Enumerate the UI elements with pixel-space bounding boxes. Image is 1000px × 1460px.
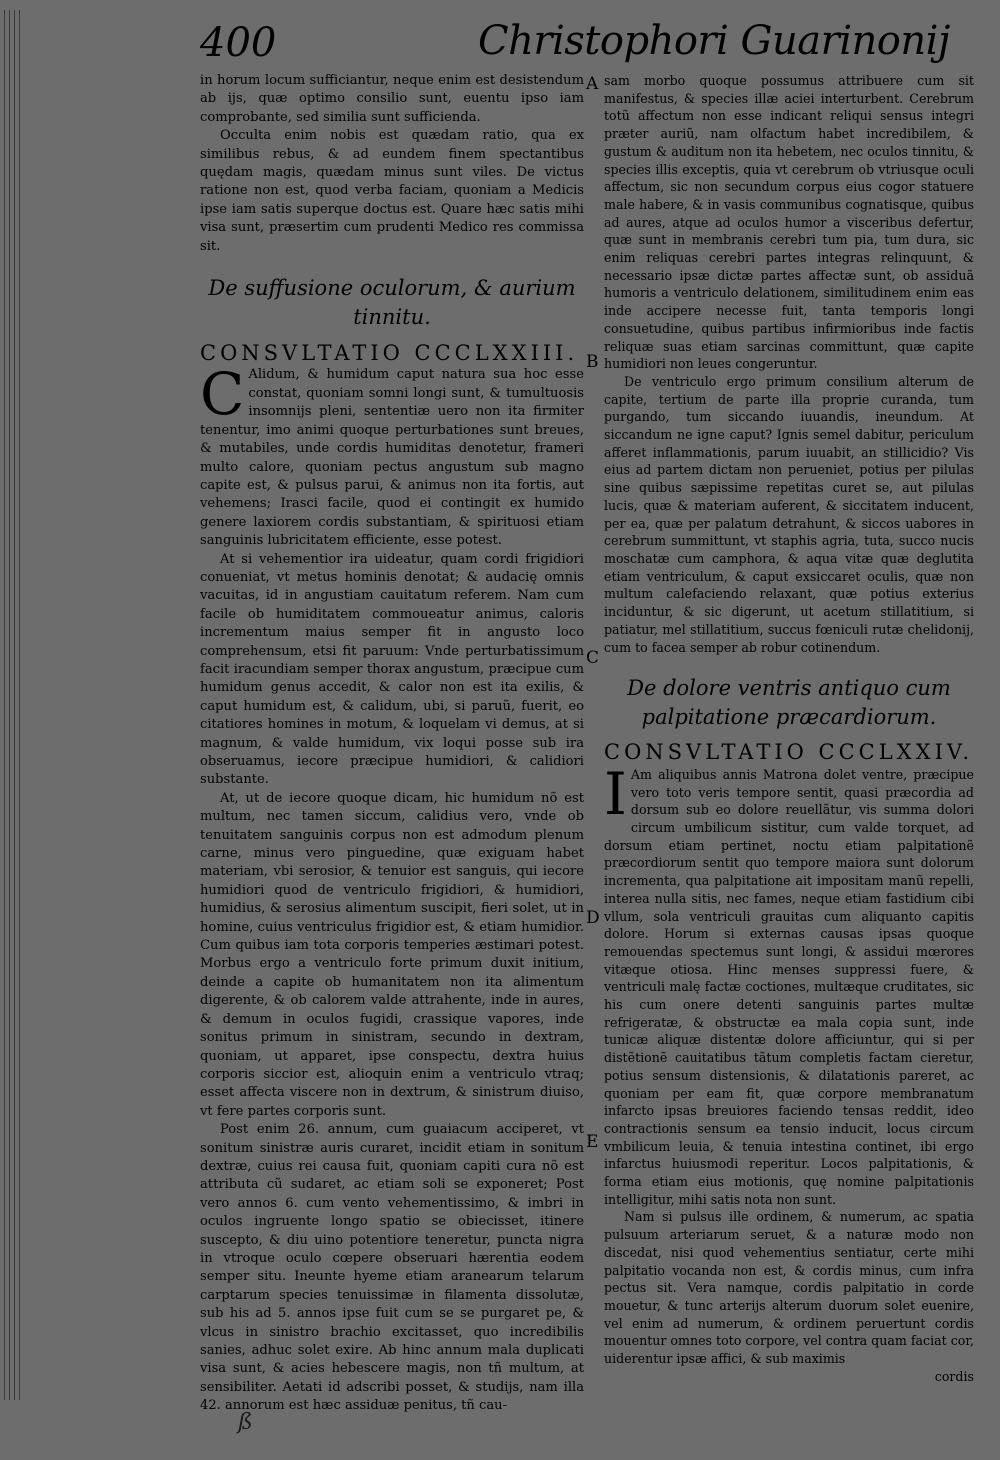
paragraph-text: Alidum, & humidum caput natura sua hoc esse constat, quoniam somni longi sunt, & tumultuosis insomnijs pleni, sententiæ uero non ita firmiter tenentur, imo animi quoque perturbationes sunt breues, & mutabiles, unde cordis humiditas denotetur, frameri multo calore, quoniam pectus angustum sub magno capite est, & pulsus parui, & animus non ita fortis, aut vehemens; Irasci facile, quod ei contingit ex humido genere laxiorem cordis substantiam, & spirituosi etiam sanguinis lubricitatem efficiente, esse potest. [200, 367, 584, 549]
drop-cap: C [200, 360, 245, 429]
paragraph-with-dropcap [604, 759, 974, 1209]
binding-gutter [0, 0, 26, 1460]
paragraph: in horum locum sufficiantur, neque enim est desistendum ab ijs, quæ optimo consilio sunt, euentu ipso iam comprobante, sed similia sunt sufficienda. [200, 73, 584, 125]
paragraph: Post enim 26. annum, cum guaiacum acciperet, vt sonitum sinistræ auris curaret, incidit etiam in sonitum dextræ, cuius rei causa fuit, quoniam capiti cura nõ est attributa cũ sudaret, ac etiam soli se exponeret; Post vero annos 6. cum vento vehementissimo, & imbri in oculos ingruente longo spatio se obiecisset, itinere suscepto, & diu uino potentiore teneretur, puncta nigra in vtroque oculo cœpere obseruari hærentia eodem semper situ. Ineunte hyeme etiam aranearum telarum carptarum species tenuissimæ in filamenta dissolutæ, sub his ad 5. annos ipse fuit cum se se purgaret pe, & vlcus in sinistro brachio excitasset, quo incredibilis sanies, adhuc solet exire. Ab hinc annum mala duplicati visa sunt, & acies hebescere magis, non tñ multum, at sensibiliter. Aetati id adscribi posset, & studijs, nam illa 42. annorum est hæc assiduæ penitus, tñ cau- [200, 1122, 584, 1414]
footer-mark: ß [238, 1410, 253, 1435]
margin-letter-a: A [586, 74, 599, 94]
section-title: De suffusione oculorum, & aurium tinnitu. [208, 276, 576, 330]
page-number: 400 [200, 20, 277, 66]
margin-letter-d: D [586, 908, 600, 928]
paragraph: Nam si pulsus ille ordinem, & numerum, ac spatia pulsuum arteriarum seruet, & a naturæ modo non discedat, nisi quod vehementius sentiatur, certe mihi palpitatio vocanda non est, & cordis minus, cum infra pectus sit. Vera namque, cordis palpitatio in corde mouetur, & tunc arterijs alterum duorum solet euenire, vel enim ad numerum, & ordinem peruertunt cordis mouentur omnes toto corpore, vel contra quam faciat cor, uiderentur ipsæ affici, & sub maximis [604, 1209, 974, 1367]
running-head: Christophori Guarinonij [478, 18, 950, 64]
margin-letter-e: E [586, 1132, 599, 1152]
paragraph-with-dropcap [200, 360, 584, 550]
paragraph: Occulta enim nobis est quædam ratio, qua ex similibus rebus, & ad eundem finem spectantibus quędam magis, quædam minus sunt viles. De victus ratione non est, quod verba faciam, quoniam a Medicis ipse iam satis superque doctus est. Quare hæc satis mihi visa sunt, præsertim cum prudenti Medico res commissa sit. [200, 128, 584, 254]
paragraph: sam morbo quoque possumus attribuere cum sit manifestus, & species illæ aciei interturbent. Cerebrum totũ affectum non esse indicant reliqui sensus integri præter auriũ, nam olfactum habet incredibilem, & gustum & auditum non ita hebetem, nec oculos tinnitu, & species illis exceptis, quia vt cerebrum ob vtriusque oculi affectum, sic non secundum corpus eius cogor statuere male habere, & in vasis communibus cognatisque, quibus ad aures, atque ad oculos humor a visceribus defertur, quæ sunt in membranis cerebri tum pia, tum dura, sic enim reliquas cerebri partes integras relinquunt, & necessario ipsæ dictæ partes affectæ sunt, ob assiduã humoris a ventriculo delationem, similitudinem enim eas inde accipere necesse fuit, tanta temporis longi consuetudine, quibus partibus infirmioribus inde factis reliquæ suas etiam sarcinas committunt, quæ capite humidiori non leues congeruntur. [604, 73, 974, 372]
drop-cap: I [604, 759, 627, 828]
consultatio-heading: CONSVLTATIO CCCLXXIII. [200, 341, 579, 366]
right-column [604, 72, 974, 1386]
section-title: De dolore ventris antiquo cum palpitatione præcardiorum. [627, 676, 951, 730]
catchword: cordis [934, 1368, 974, 1384]
page-header [0, 8, 1000, 68]
paragraph: De ventriculo ergo primum consilium alterum de capite, tertium de parte illa proprie curanda, tum purgando, tum siccando iuuandis, ineundum. At siccandum ne igne caput? Ignis semel dabitur, periculum afferet inflammationis, parum iuuabit, an stillicidio? Vis eius ad partem dictam non perueniet, potius per pilulas sine quibus sæpissime repetitas curet se, aut pilulas lucis, quæ & materiam auferent, & siccitatem inducent, per ea, quæ per palatum detrahunt, & siccos uabores in cerebrum summittunt, vt staphis agria, tuta, succo nucis moschatæ cum camphora, & aqua vitæ quæ deglutita etiam ventriculum, & caput exsiccaret oculis, quæ non multum calefaciendo relaxant, quæ potius exterius inciduntur, & sic digerunt, ut acetum stillatitium, si patiatur, mel stillatitium, succus fœniculi rutæ chelidonij, cum to facea semper ab robur cotinendum. [604, 373, 974, 655]
paragraph: At, ut de iecore quoque dicam, hic humidum nõ est multum, nec tamen siccum, calidius vero, vnde ob tenuitatem sanguinis corpus non est admodum plenum carne, minus vero pinguedine, quæ exiguam habet materiam, vbi serosior, & tenuior est sanguis, qui iecore humidiori quod de ventriculo frigidiori, & humidiori, humidius, & serosius alimentum suscipit, fieri solet, ut in homine, cuius ventriculus frigidior est, & etiam humidior. Cum quibus iam tota corporis temperies æstimari potest. Morbus ergo a ventriculo forte primum duxit initium, deinde a capite ob humanitatem non ita alimentum digerente, & ob calorem valde attrahente, inde in aures, & demum in oculos fugidi, crassique vapores, inde sonitus primum in sinistram, secundo in dextram, quoniam, ut apparet, ipse conspectu, dextra huius corporis siccior est, alioquin enim a ventriculo vtraq; esset affecta viscere non in dextrum, & sinistrum diuiso, vt fere partes corporis sunt. [200, 790, 584, 1119]
margin-letter-b: B [586, 352, 599, 372]
paragraph-text: Am aliquibus annis Matrona dolet ventre, præcipue vero toto veris tempore sentit, quasi præcordia ad dorsum sub eo dolore reuellãtur, vis summa dolori circum umbilicum sistitur, cum valde torquet, ad dorsum etiam pertinet, noctu etiam palpitationẽ præcordiorum sentit quo tempore maiora sunt dolorum incrementa, qua palpitatione ait impositam manũ repelli, interea nulla sitis, nec fames, neque etiam fastidium cibi vllum, sola ventriculi grauitas cum aliquanto capitis dolore. Horum si externas causas ipsas quoque remouendas spectemus sunt longi, & assidui mœrores vitæque otiosa. Hinc menses suppressi fuere, & ventriculi malę factæ coctiones, multæque cruditates, sic his cum onere detenti sanguinis partes multæ refrigeratæ, & obstructæ ea mala copia sunt, inde tunicæ aliquæ distentæ dolore afficiuntur, qui si per distẽtionẽ cauitatibus tãtum completis factam cieretur, potius sensum distensionis, & dilatationis pareret, ac quoniam per eam fit, quæ corpore membranatum infarcto ipsas breuiores faciendo tensas reddit, ideo contractionis sensum ea tensio inducit, locus circum vmbilicum leuia, & tenuia intestina continet, ibi ergo infarctus huiusmodi reperitur. Locos palpitationis, & forma etiam eius motionis, quę nomine palpitationis intelligitur, mihi satis nota non sunt. [604, 766, 974, 1207]
consultatio-heading: CONSVLTATIO CCCLXXIV. [604, 740, 974, 765]
left-column [200, 72, 584, 1416]
margin-letter-c: C [586, 648, 600, 668]
paragraph: At si vehementior ira uideatur, quam cordi frigidiori conueniat, vt metus hominis denotat; & audacię omnis vacuitas, id in angustiam cauitatum referem. Nam cum facile ob humiditatem commoueatur animus, caloris incrementum maius semper fit in angusto loco comprehensum, etsi fit paruum: Vnde perturbatissimum facit iracundiam semper thorax angustum, præcipue cum humidum genus accedit, & calor non est ita exilis, & caput humidum est, & calidum, ubi, si paruũ, fuerit, eo citatiores homines in motum, & loquelam vi demus, at si magnum, & valde humidum, vix loqui posse sub ira obseruamus, iecore præcipue humidiori, & calidiori substante. [200, 551, 584, 788]
